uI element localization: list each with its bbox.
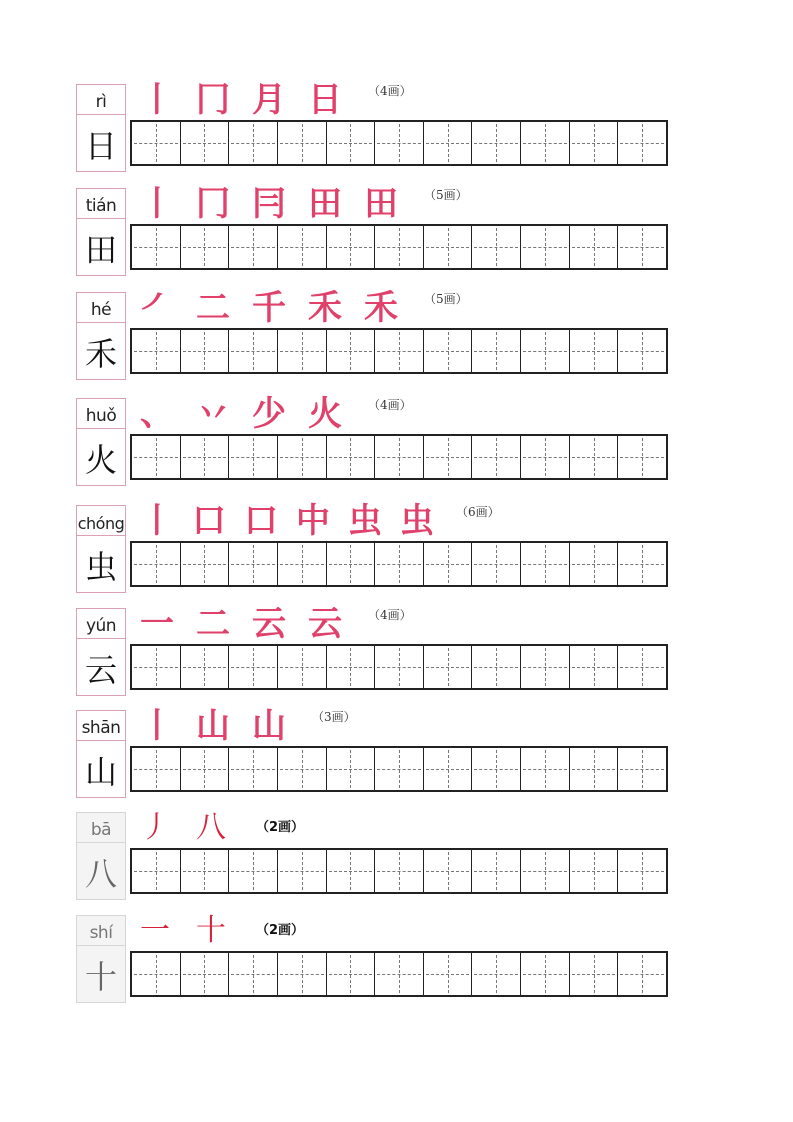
stroke-count: （4画） (368, 84, 412, 98)
stroke-step: 云 (308, 603, 342, 644)
stroke-step: 口 (192, 500, 226, 541)
grid-cell[interactable] (375, 543, 424, 585)
character-card (76, 292, 126, 380)
grid-cell[interactable] (278, 543, 327, 585)
grid-cell[interactable] (278, 330, 327, 372)
grid-cell[interactable] (327, 953, 376, 995)
practice-row-huo (76, 393, 676, 493)
stroke-step: 丿 (140, 810, 170, 845)
character-card (76, 84, 126, 172)
stroke-order (140, 702, 356, 746)
grid-cell[interactable] (472, 646, 521, 688)
grid-cell[interactable] (181, 543, 230, 585)
character-glyph: 山 (84, 752, 117, 791)
stroke-step: 十 (196, 913, 226, 948)
stroke-step: 丨 (140, 183, 174, 224)
grid-cell[interactable] (375, 122, 424, 164)
grid-cell[interactable] (570, 850, 619, 892)
grid-cell[interactable] (375, 850, 424, 892)
grid-cell[interactable] (278, 646, 327, 688)
grid-cell[interactable] (132, 953, 181, 995)
grid-cell[interactable] (521, 850, 570, 892)
stroke-order (140, 390, 412, 434)
grid-cell[interactable] (618, 646, 666, 688)
pinyin-label: tián (77, 189, 125, 219)
writing-grid[interactable] (130, 328, 668, 374)
character-glyph: 日 (84, 126, 117, 165)
grid-cell[interactable] (570, 748, 619, 790)
stroke-count: （5画） (424, 292, 468, 306)
stroke-count: （2画） (256, 923, 305, 938)
practice-row-ba (76, 812, 676, 907)
stroke-order (140, 76, 412, 120)
stroke-count: （4画） (368, 608, 412, 622)
stroke-step: 禾 (364, 287, 398, 328)
stroke-step: 田 (364, 183, 398, 224)
grid-cell[interactable] (424, 953, 473, 995)
grid-cell[interactable] (424, 436, 473, 478)
stroke-step: 丨 (140, 705, 174, 746)
pinyin-label: bā (77, 813, 125, 843)
character-card (76, 710, 126, 798)
grid-cell[interactable] (278, 226, 327, 268)
grid-cell[interactable] (132, 122, 181, 164)
character-glyph: 云 (84, 650, 117, 689)
stroke-step: 虫 (348, 500, 382, 541)
grid-cell[interactable] (132, 850, 181, 892)
grid-cell[interactable] (424, 850, 473, 892)
grid-cell[interactable] (618, 543, 666, 585)
character-card (76, 812, 126, 900)
practice-row-chong (76, 500, 676, 600)
grid-cell[interactable] (327, 122, 376, 164)
grid-cell[interactable] (132, 330, 181, 372)
grid-cell[interactable] (132, 646, 181, 688)
grid-cell[interactable] (278, 850, 327, 892)
stroke-order (140, 497, 500, 541)
writing-grid[interactable] (130, 746, 668, 792)
character-glyph: 十 (84, 957, 117, 996)
grid-cell[interactable] (278, 122, 327, 164)
stroke-step: ㇒ (140, 287, 174, 328)
stroke-step: 冃 (252, 183, 286, 224)
grid-cell[interactable] (229, 850, 278, 892)
grid-cell[interactable] (570, 226, 619, 268)
grid-cell[interactable] (229, 646, 278, 688)
grid-cell[interactable] (229, 543, 278, 585)
pinyin-label: chóng (77, 506, 125, 536)
stroke-order (140, 180, 468, 224)
stroke-step: 一 (140, 913, 170, 948)
pinyin-label: rì (77, 85, 125, 115)
character-glyph: 田 (84, 230, 117, 269)
writing-grid[interactable] (130, 541, 668, 587)
stroke-count: （2画） (256, 820, 305, 835)
stroke-count: （5画） (424, 188, 468, 202)
grid-cell[interactable] (472, 226, 521, 268)
grid-cell[interactable] (375, 330, 424, 372)
practice-row-shan (76, 705, 676, 805)
grid-cell[interactable] (375, 953, 424, 995)
grid-cell[interactable] (521, 543, 570, 585)
practice-row-he (76, 287, 676, 387)
grid-cell[interactable] (132, 436, 181, 478)
grid-cell[interactable] (375, 748, 424, 790)
stroke-count: （4画） (368, 398, 412, 412)
stroke-order (140, 600, 412, 644)
character-glyph: 八 (84, 854, 117, 893)
grid-cell[interactable] (521, 436, 570, 478)
grid-cell[interactable] (229, 226, 278, 268)
grid-cell[interactable] (424, 646, 473, 688)
character-glyph: 禾 (84, 334, 117, 373)
grid-cell[interactable] (229, 436, 278, 478)
grid-cell[interactable] (424, 748, 473, 790)
grid-cell[interactable] (327, 330, 376, 372)
stroke-step: 云 (252, 603, 286, 644)
grid-cell[interactable] (618, 850, 666, 892)
stroke-step: 火 (308, 393, 342, 434)
grid-cell[interactable] (618, 122, 666, 164)
grid-cell[interactable] (521, 646, 570, 688)
grid-cell[interactable] (472, 436, 521, 478)
grid-cell[interactable] (132, 748, 181, 790)
grid-cell[interactable] (618, 226, 666, 268)
character-card (76, 188, 126, 276)
grid-cell[interactable] (132, 543, 181, 585)
character-card (76, 505, 126, 593)
stroke-step: 口 (244, 500, 278, 541)
stroke-step: 虫 (400, 500, 434, 541)
practice-row-tian (76, 183, 676, 283)
practice-row-ri (76, 79, 676, 179)
grid-cell[interactable] (229, 122, 278, 164)
stroke-step: 二 (196, 287, 230, 328)
stroke-step: 二 (196, 603, 230, 644)
grid-cell[interactable] (132, 226, 181, 268)
stroke-order (140, 284, 468, 328)
stroke-order (140, 804, 304, 844)
grid-cell[interactable] (229, 748, 278, 790)
grid-cell[interactable] (521, 748, 570, 790)
grid-cell[interactable] (472, 850, 521, 892)
grid-cell[interactable] (181, 748, 230, 790)
grid-cell[interactable] (181, 330, 230, 372)
pinyin-label: yún (77, 609, 125, 639)
writing-grid[interactable] (130, 434, 668, 480)
grid-cell[interactable] (570, 330, 619, 372)
grid-cell[interactable] (375, 436, 424, 478)
practice-row-shi (76, 915, 676, 1010)
grid-cell[interactable] (181, 953, 230, 995)
grid-cell[interactable] (618, 748, 666, 790)
grid-cell[interactable] (472, 748, 521, 790)
character-card (76, 915, 126, 1003)
writing-grid[interactable] (130, 224, 668, 270)
practice-row-yun (76, 603, 676, 703)
grid-cell[interactable] (521, 330, 570, 372)
grid-cell[interactable] (327, 748, 376, 790)
grid-cell[interactable] (570, 953, 619, 995)
grid-cell[interactable] (424, 543, 473, 585)
stroke-order (140, 907, 304, 947)
grid-cell[interactable] (181, 850, 230, 892)
grid-cell[interactable] (472, 543, 521, 585)
stroke-count: （3画） (312, 710, 356, 724)
grid-cell[interactable] (570, 122, 619, 164)
grid-cell[interactable] (521, 953, 570, 995)
writing-grid[interactable] (130, 848, 668, 894)
grid-cell[interactable] (424, 330, 473, 372)
grid-cell[interactable] (375, 226, 424, 268)
grid-cell[interactable] (327, 436, 376, 478)
stroke-step: 冂 (196, 183, 230, 224)
grid-cell[interactable] (375, 646, 424, 688)
grid-cell[interactable] (618, 436, 666, 478)
stroke-step: 一 (140, 603, 174, 644)
stroke-step: 田 (308, 183, 342, 224)
grid-cell[interactable] (570, 436, 619, 478)
grid-cell[interactable] (618, 330, 666, 372)
pinyin-label: hé (77, 293, 125, 323)
character-glyph: 火 (84, 440, 117, 479)
grid-cell[interactable] (424, 226, 473, 268)
grid-cell[interactable] (278, 953, 327, 995)
grid-cell[interactable] (472, 953, 521, 995)
character-glyph: 虫 (84, 547, 117, 586)
stroke-step: 丷 (196, 393, 230, 434)
grid-cell[interactable] (327, 543, 376, 585)
pinyin-label: shí (77, 916, 125, 946)
grid-cell[interactable] (521, 226, 570, 268)
grid-cell[interactable] (327, 850, 376, 892)
stroke-count: （6画） (456, 505, 500, 519)
stroke-step: 少 (252, 393, 286, 434)
grid-cell[interactable] (570, 646, 619, 688)
grid-cell[interactable] (327, 226, 376, 268)
stroke-step: 山 (252, 705, 286, 746)
character-card (76, 398, 126, 486)
stroke-step: 日 (308, 79, 342, 120)
grid-cell[interactable] (472, 330, 521, 372)
stroke-step: 、 (140, 393, 174, 434)
stroke-step: 中 (296, 500, 330, 541)
stroke-step: 山 (196, 705, 230, 746)
writing-grid[interactable] (130, 644, 668, 690)
grid-cell[interactable] (278, 748, 327, 790)
grid-cell[interactable] (618, 953, 666, 995)
stroke-step: 八 (196, 810, 226, 845)
stroke-step: 月 (252, 79, 286, 120)
pinyin-label: shān (77, 711, 125, 741)
writing-grid[interactable] (130, 120, 668, 166)
grid-cell[interactable] (424, 122, 473, 164)
stroke-step: 丨 (140, 500, 174, 541)
pinyin-label: huǒ (77, 399, 125, 429)
character-card (76, 608, 126, 696)
grid-cell[interactable] (327, 646, 376, 688)
stroke-step: 禾 (308, 287, 342, 328)
grid-cell[interactable] (472, 122, 521, 164)
grid-cell[interactable] (181, 436, 230, 478)
grid-cell[interactable] (181, 646, 230, 688)
stroke-step: 千 (252, 287, 286, 328)
grid-cell[interactable] (229, 953, 278, 995)
grid-cell[interactable] (521, 122, 570, 164)
grid-cell[interactable] (181, 226, 230, 268)
grid-cell[interactable] (278, 436, 327, 478)
grid-cell[interactable] (181, 122, 230, 164)
grid-cell[interactable] (229, 330, 278, 372)
stroke-step: 冂 (196, 79, 230, 120)
grid-cell[interactable] (570, 543, 619, 585)
writing-grid[interactable] (130, 951, 668, 997)
stroke-step: 丨 (140, 79, 174, 120)
